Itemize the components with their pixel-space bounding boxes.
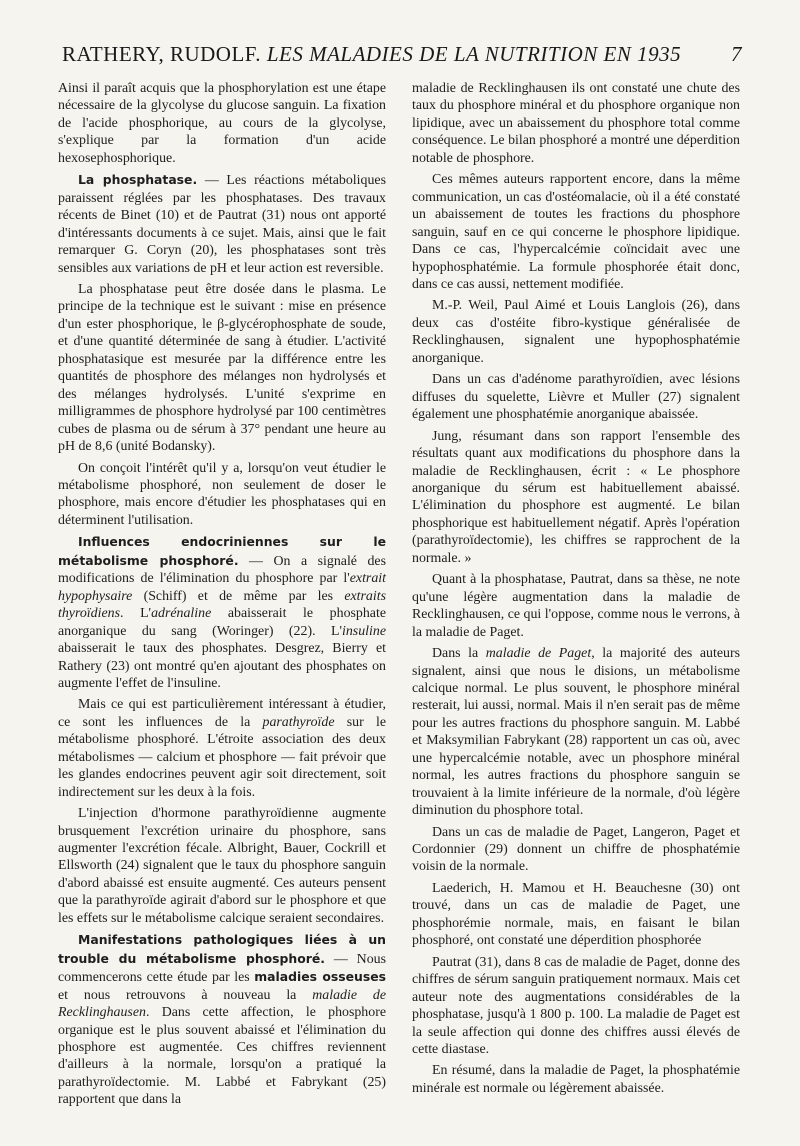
paragraph-text: . Dans cette affection, le phosphore organique est le plus souvent abaissé et l'élimination du phosphore est augmentée. Ces chiffres reviennent d'ailleurs à la normale, lorsqu'on a pratiqué la parathyroïdectomie. M. Labbé et Fabrykant (25) rapportent que dans la — [58, 1005, 386, 1108]
paragraph: maladie de Recklinghausen ils ont constaté une chute des taux du phosphore minéral et du phosphore organique non lipidique, avec un abaissement du phosphore total comme conséquence. Le bilan phosphoré a montré une déperdition notable de phosphore. — [412, 81, 740, 166]
paragraph-text: abaisserait le taux des phosphates. Desgrez, Bierry et Rathery (23) ont montré qu'en ajoutant des phosphates on augmente l'effet de l'insuline. — [58, 641, 386, 691]
page-number: 7 — [731, 42, 742, 66]
section-heading: Influences endocriniennes sur le métabolisme phosphoré. — [58, 534, 386, 568]
paragraph-text: Mais ce qui est particulièrement intéressant à étudier, ce sont les influences de la — [58, 697, 386, 730]
paragraph-text: — On a signalé des modifications de l'élimination du phosphore par l' — [58, 553, 386, 587]
paragraph — [58, 696, 386, 801]
italic-term: insuline — [342, 623, 386, 639]
paragraph-text: (Schiff) et de même par les — [132, 588, 345, 604]
italic-term: parathyroïde — [262, 714, 335, 730]
right-column — [412, 80, 740, 1101]
section-heading: La phosphatase. — [78, 172, 198, 188]
header-author: RATHERY, RUDOLF. — [62, 42, 262, 66]
paragraph-text: — Les réactions métaboliques paraissent réglées par les phosphatases. Des travaux récents de Binet (10) et de Pautrat (31) nous ont apporté d'intéressants documents à ce sujet. Mais, ainsi que le fait remarquer G. Coryn (20), les phosphatases sont très sensibles aux variations de pH et leur action est reversible. — [58, 173, 386, 276]
paragraph — [58, 171, 386, 277]
paragraph: Dans un cas d'adénome parathyroïdien, avec lésions diffuses du squelette, Lièvre et Muller (27) signalent également une phosphatémie anorganique abaissée. — [412, 372, 740, 423]
paragraph: M.-P. Weil, Paul Aimé et Louis Langlois (26), dans deux cas d'ostéite fibro-kystique généralisée de Recklinghausen, signalent une hypophosphatémie anorganique. — [412, 298, 740, 366]
paragraph: En résumé, dans la maladie de Paget, la phosphatémie minérale est normale ou légèrement abaissée. — [412, 1063, 740, 1096]
paragraph: L'injection d'hormone parathyroïdienne augmente brusquement l'excrétion urinaire du phosphore, sans augmenter l'excrétion fécale. Albright, Bauer, Cockrill et Ellsworth (24) signalent que le taux du phosphore sanguin d'abord abaissé est ensuite augmenté. Ces auteurs pensent que la parathyroïde agirait d'abord sur le phosphore et que les effets sur le métabolisme calcique seraient secondaires. — [58, 806, 386, 926]
paragraph-text: , la majorité des auteurs signalent, ainsi que nous le disions, un métabolisme calcique normal. Le plus souvent, le phosphore minéral resterait, lui aussi, normal. Mais il n'en serait pas de même pour les autres fractions du phosphore sanguin. M. Labbé et Maksymilian Fabrykant (28) rapportent un cas où, avec une hypercalcémie notable, avec un phosphore minéral normal, les autres fractions du phosphore sanguin se trouvaient à la limite inférieure de la normale, d'où légère diminution du phosphore total. — [412, 646, 740, 819]
running-header — [62, 42, 742, 67]
paragraph: La phosphatase peut être dosée dans le plasma. Le principe de la technique est le suivant : mise en présence d'un ester phosphorique, le β-glycérophosphate de soude, et d'une quantité déterminée de sang à étudier. L'activité phosphatasique est mesurée par la différence entre les quantités de phosphore des mélanges non hydrolysés et des mélanges hydrolysés. L'unité s'exprime en milligrammes de phosphore hydrolysé par 100 centimètres cubes de plasma ou de sérum à 37° pendant une heure au pH de 8,6 (unité Bodansky). — [58, 281, 386, 455]
paragraph — [412, 645, 740, 820]
italic-term: extraits thyroïdiens — [58, 588, 386, 622]
paragraph-text: Dans la — [432, 646, 486, 662]
header-title: LES MALADIES DE LA NUTRITION EN 1935 — [266, 42, 682, 66]
paragraph-text: abaisserait le phosphate anorganique du sang (Woringer) (22). L' — [58, 606, 386, 639]
paragraph — [58, 533, 386, 692]
paragraph: On conçoit l'intérêt qu'il y a, lorsqu'on veut étudier le métabolisme phosphoré, non seulement de doser le phosphore, mais encore d'étudier les phosphatases qui en déterminent l'utilisation. — [58, 460, 386, 528]
paragraph: Jung, résumant dans son rapport l'ensemble des résultats quant aux modifications du phosphore dans la maladie de Recklinghausen, écrit : « Le phosphore anorganique du sérum est habituellement abaissé. L'élimination du phosphore est augmenté. Le bilan phosphorique est habituellement négatif. Après l'opération (parathyroïdectomie), les chiffres se rapprochent de la normale. » — [412, 428, 740, 566]
paragraph — [58, 931, 386, 1109]
paragraph: Ainsi il paraît acquis que la phosphorylation est une étape nécessaire de la glycolyse du glucose sanguin. La fixation de l'acide phosphorique, au cours de la glycolyse, s'explique par la formation d'un acide hexosephosphorique. — [58, 81, 386, 166]
paragraph-text: . L' — [120, 606, 152, 622]
paragraph-text: — Nous commencerons cette étude par les — [58, 951, 387, 986]
left-column — [58, 80, 386, 1113]
paragraph: Dans un cas de maladie de Paget, Langeron, Paget et Cordonnier (29) donnent un chiffre de phosphatémie voisin de la normale. — [412, 824, 740, 875]
bold-term: maladies osseuses — [254, 969, 386, 985]
paragraph: Quant à la phosphatase, Pautrat, dans sa thèse, ne note qu'une légère augmentation dans la maladie de Recklinghausen, ce qui l'oppose, comme nous le verrons, à la maladie de Paget. — [412, 572, 740, 640]
italic-term: extrait hypophysaire — [58, 571, 386, 604]
paragraph: Laederich, H. Mamou et H. Beauchesne (30) ont trouvé, dans un cas de maladie de Paget, une phosphorémie normale, mais, en faisant le bilan phosphoré, ont constaté une déperdition phosphorée — [412, 880, 740, 949]
paragraph: Pautrat (31), dans 8 cas de maladie de Paget, donne des chiffres de sérum sanguin pratiquement normaux. Mais cet auteur note des augmentations considérables de la phosphatase, jusqu'à 1 800 p. 100. La maladie de Paget est la seule affection qui donne des chiffres aussi élevés de cette diastase. — [412, 954, 740, 1058]
italic-term: maladie de Paget — [485, 646, 592, 662]
paragraph: Ces mêmes auteurs rapportent encore, dans la même communication, un cas d'ostéomalacie, où il a été constaté un abaissement de toutes les fractions du phosphore sanguin, sauf en ce qui concerne le phosphore lipidique. Dans ce cas, l'hypercalcémie coïncidait avec une hypophosphatémie. La formule phosphorée était donc, dans ce cas aussi, nettement modifiée. — [412, 172, 740, 292]
italic-term: maladie de Recklinghausen — [58, 987, 386, 1021]
italic-term: adrénaline — [151, 606, 212, 622]
paragraph-text: sur le métabolisme phosphoré. L'étroite association des deux métabolismes — calcium et phosphore — fait prévoir que les glandes endocrines peuvent agir soit directement, soit indirectement sur les deux à la fois. — [58, 714, 386, 800]
section-heading: Manifestations pathologiques liées à un trouble du métabolisme phosphoré. — [58, 932, 386, 966]
paragraph-text: et nous retrouvons à nouveau la — [58, 987, 313, 1003]
